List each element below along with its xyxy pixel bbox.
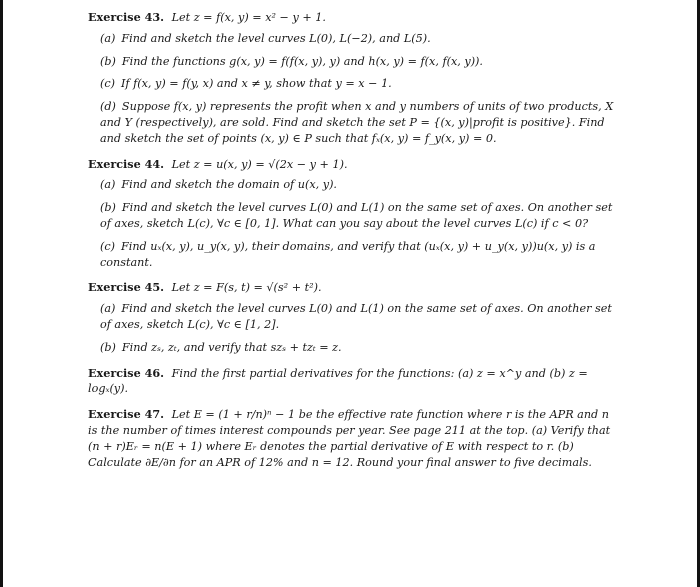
part-text: Find and sketch the level curves L(0) and L(1) on the same set of axes. On another set of axes, sketch L(c), ∀c ∈ [0, 1]. What can you say about the level curves L(c) if c < 0? — [100, 201, 613, 230]
exercise-47 — [88, 407, 618, 470]
exercise-44 — [88, 157, 618, 173]
exercise-45-part-b — [100, 340, 618, 356]
exercise-list — [88, 10, 618, 475]
part-text: Find and sketch the domain of u(x, y). — [121, 178, 337, 192]
exercise-statement: Let z = f(x, y) = x² − y + 1. — [171, 11, 326, 24]
exercise-43-part-a — [100, 31, 618, 47]
part-label: (a) — [100, 302, 116, 316]
exercise-45 — [88, 280, 618, 296]
exercise-43 — [88, 10, 618, 26]
exercise-44-part-c — [100, 239, 618, 271]
part-text: Find the functions g(x, y) = f(f(x, y), y) and h(x, y) = f(x, f(x, y)). — [121, 54, 483, 68]
part-label: (a) — [100, 178, 116, 192]
exercise-title: Exercise 46. — [88, 365, 165, 380]
exercise-statement: Let E = (1 + r/n)ⁿ − 1 be the effective rate function where r is the APR and n is the number of times interest compounds per year. See page 211 at the top. (a) Verify that (n + r)Eᵣ = n(E + 1) where Eᵣ denotes the partial derivative of E with respect to r. (b) Calculate ∂E/∂n for an APR of 12% and n = 12. Round your final answer to five decimals. — [88, 408, 611, 469]
part-text: Find zₛ, zₜ, and verify that szₛ + tzₜ = z. — [121, 340, 342, 354]
part-text: If f(x, y) = f(y, x) and x ≠ y, show that y = x − 1. — [121, 77, 392, 91]
part-label: (b) — [100, 340, 116, 354]
exercise-44-part-b — [100, 200, 618, 232]
part-text: Find and sketch the level curves L(0), L(−2), and L(5). — [121, 31, 431, 45]
exercise-title: Exercise 43. — [88, 10, 165, 24]
exercise-43-part-c — [100, 76, 618, 92]
part-label: (c) — [100, 77, 115, 91]
part-label: (b) — [100, 201, 116, 215]
exercise-statement: Let z = u(x, y) = √(2x − y + 1). — [171, 157, 348, 171]
exercise-title: Exercise 45. — [88, 280, 165, 295]
part-label: (a) — [100, 31, 116, 45]
part-text: Find and sketch the level curves L(0) and L(1) on the same set of axes. On another set of axes, sketch L(c), ∀c ∈ [1, 2]. — [100, 302, 612, 331]
exercise-statement: Let z = F(s, t) = √(s² + t²). — [171, 281, 322, 295]
part-label: (c) — [100, 239, 115, 253]
exercise-45-part-a — [100, 301, 618, 333]
part-label: (b) — [100, 54, 116, 68]
exercise-statement: Find the first partial derivatives for the functions: (a) z = x^y and (b) z = logₓ(y). — [88, 366, 588, 396]
part-label: (d) — [100, 100, 116, 114]
exercise-title: Exercise 44. — [88, 156, 165, 171]
exercise-43-part-b — [100, 54, 618, 70]
exercise-title: Exercise 47. — [88, 407, 165, 422]
exercise-46 — [88, 366, 618, 398]
part-text: Suppose f(x, y) represents the profit when x and y numbers of units of two products, X and Y (respectively), are sold. Find and sketch the set P = {(x, y)|profit is positive}. Find and sketch the set of points (x, y) ∈ P such that fₓ(x, y) = f_y(x, y) = 0. — [100, 100, 614, 145]
exercise-44-part-a — [100, 177, 618, 193]
exercise-43-part-d — [100, 99, 618, 146]
part-text: Find uₓ(x, y), u_y(x, y), their domains, and verify that (uₓ(x, y) + u_y(x, y))u(x, y) is a constant. — [100, 239, 596, 269]
page-left-border — [0, 0, 3, 587]
